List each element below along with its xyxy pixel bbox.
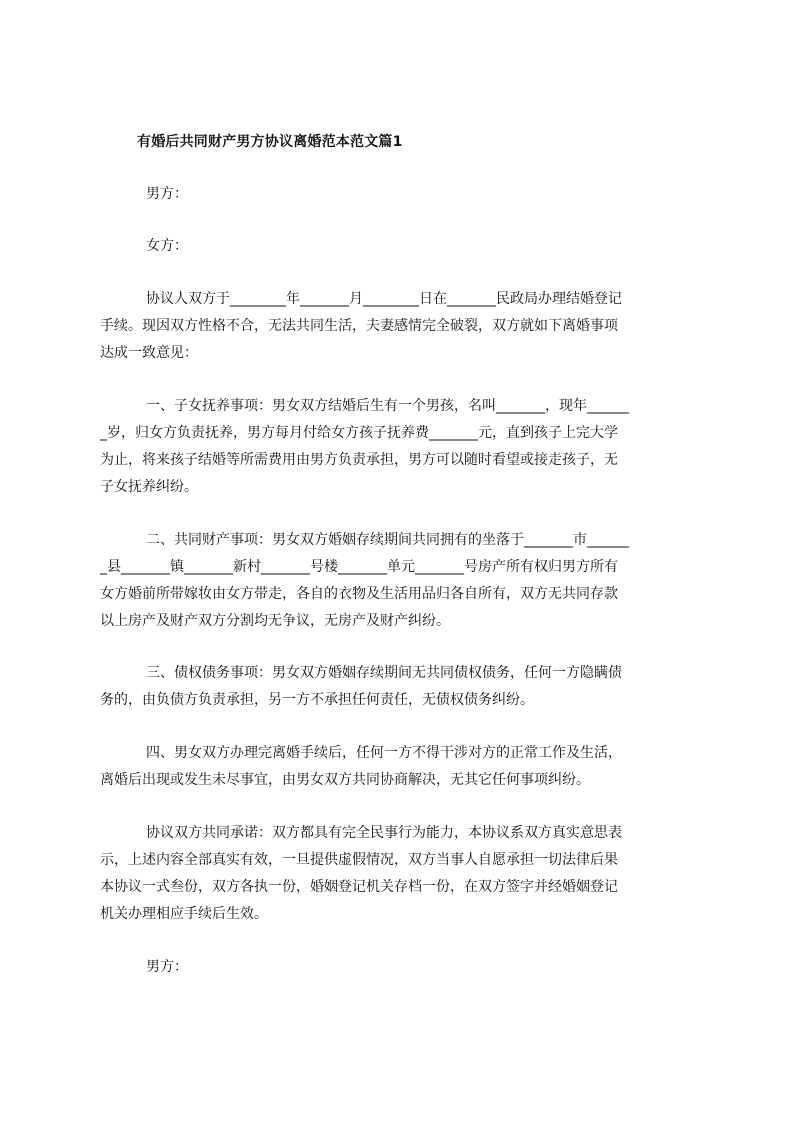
paragraph-line: 协议人双方于________年_______月________日在_______民政局办理结婚登记 [146,291,622,307]
paragraph-line: 二、共同财产事项：男女双方婚姻存续期间共同拥有的坐落于_______市______ [146,532,629,548]
paragraph-line: 务的，由负债方负责承担，另一方不承担任何责任，无债权债务纠纷。 [100,692,534,708]
party-female-label: 女方： [146,238,188,254]
paragraph-line: 三、债权债务事项：男女双方婚姻存续期间无共同债权债务，任何一方隐瞒债 [146,665,622,681]
document-title: 有婚后共同财产男方协议离婚范本范文篇1 [137,134,403,150]
paragraph-line: 达成一致意见： [100,345,198,361]
paragraph-line: 以上房产及财产双方分割均无争议，无房产及财产纠纷。 [100,613,450,629]
paragraph-line: _岁，归女方负责抚养，男方每月付给女方孩子抚养费_______元，直到孩子上完大学 [100,425,618,441]
paragraph-line: 示，上述内容全部真实有效，一旦提供虚假情况，双方当事人自愿承担一切法律后果 [100,852,618,868]
paragraph-agreement-intro [100,286,703,367]
paragraph-line: 子女抚养纠纷。 [100,479,198,495]
paragraph-line: 协议双方共同承诺：双方都具有完全民事行为能力，本协议系双方真实意思表 [146,825,622,841]
party-male-label: 男方： [146,186,188,202]
paragraph-after-divorce [100,740,703,794]
paragraph-child-custody [100,393,703,501]
paragraph-line: 女方婚前所带嫁妆由女方带走，各自的衣物及生活用品归各自所有，双方无共同存款 [100,586,618,602]
paragraph-line: 一、子女抚养事项：男女双方结婚后生有一个男孩，名叫_______，现年______ [146,398,629,414]
paragraph-debts [100,660,703,714]
paragraph-line: 本协议一式叁份，双方各执一份，婚姻登记机关存档一份，在双方签字并经婚姻登记 [100,879,618,895]
paragraph-line: 手续。现因双方性格不合，无法共同生活，夫妻感情完全破裂，双方就如下离婚事项 [100,318,618,334]
paragraph-line: _县_______镇_______新村_______号楼_______单元_______号房产所有权归男方所有 [100,559,618,575]
paragraph-line: 离婚后出现或发生未尽事宜，由男女双方共同协商解决，无其它任何事项纠纷。 [100,772,590,788]
signature-male-label: 男方： [146,959,188,975]
paragraph-line: 四、男女双方办理完离婚手续后，任何一方不得干涉对方的正常工作及生活， [146,745,622,761]
paragraph-commitment [100,820,703,928]
paragraph-line: 机关办理相应手续后生效。 [100,906,268,922]
paragraph-line: 为止，将来孩子结婚等所需费用由男方负责承担，男方可以随时看望或接走孩子，无 [100,452,618,468]
paragraph-joint-property [100,527,703,635]
